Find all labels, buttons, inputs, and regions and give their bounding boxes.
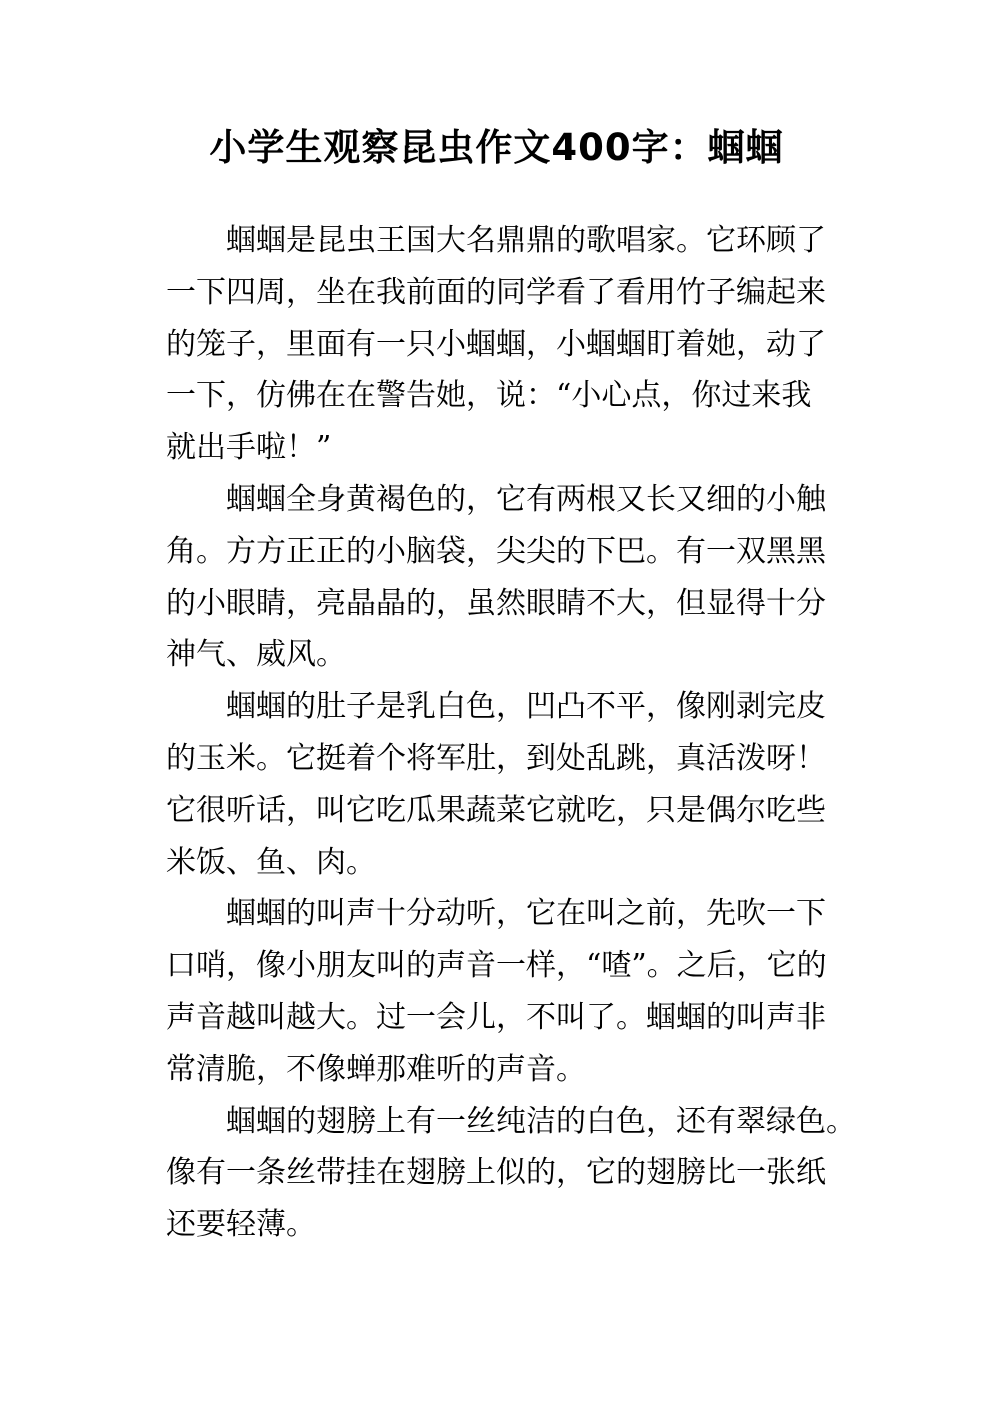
paragraph-5 bbox=[166, 1096, 856, 1251]
paragraph-line: 常清脆，不像蝉那难听的声音。 bbox=[166, 1051, 586, 1087]
paragraph-line: 一下四周，坐在我前面的同学看了看用竹子编起来 bbox=[166, 274, 826, 310]
paragraph-line: 还要轻薄。 bbox=[166, 1207, 316, 1243]
paragraph-line: 的笼子，里面有一只小蝈蝈，小蝈蝈盯着她，动了 bbox=[166, 326, 826, 362]
paragraph-2 bbox=[166, 474, 831, 681]
paragraph-line: 蝈蝈全身黄褐色的，它有两根又长又细的小触 bbox=[226, 481, 826, 517]
paragraph-line: 蝈蝈的翅膀上有一丝纯洁的白色，还有翠绿色。 bbox=[226, 1103, 856, 1139]
paragraph-line: 的玉米。它挺着个将军肚，到处乱跳，真活泼呀！ bbox=[166, 740, 826, 776]
paragraph-line: 像有一条丝带挂在翅膀上似的，它的翅膀比一张纸 bbox=[166, 1155, 826, 1191]
document-body bbox=[166, 215, 856, 1251]
paragraph-4 bbox=[166, 888, 831, 1095]
paragraph-line: 神气、威风。 bbox=[166, 637, 346, 673]
paragraph-3 bbox=[166, 681, 831, 888]
paragraph-line: 一下，仿佛在在警告她，说：“小心点，你过来我 bbox=[166, 378, 812, 414]
paragraph-line: 的小眼睛，亮晶晶的，虽然眼睛不大，但显得十分 bbox=[166, 585, 826, 621]
paragraph-line: 蝈蝈是昆虫王国大名鼎鼎的歌唱家。它环顾了 bbox=[226, 223, 826, 258]
paragraph-line: 角。方方正正的小脑袋，尖尖的下巴。有一双黑黑 bbox=[166, 533, 826, 569]
paragraph-line: 它很听话，叫它吃瓜果蔬菜它就吃，只是偶尔吃些 bbox=[166, 792, 826, 828]
paragraph-line: 米饭、鱼、肉。 bbox=[166, 844, 376, 880]
paragraph-line: 口哨，像小朋友叫的声音一样，“喳”。之后，它的 bbox=[166, 948, 827, 984]
paragraph-line: 蝈蝈的叫声十分动听，它在叫之前，先吹一下 bbox=[226, 896, 826, 932]
document-title: 小学生观察昆虫作文400字：蝈蝈 bbox=[209, 126, 784, 169]
paragraph-line: 蝈蝈的肚子是乳白色，凹凸不平，像刚剥完皮 bbox=[226, 689, 826, 725]
paragraph-1 bbox=[166, 215, 831, 474]
paragraph-line: 声音越叫越大。过一会儿，不叫了。蝈蝈的叫声非 bbox=[166, 999, 826, 1035]
paragraph-line: 就出手啦！” bbox=[166, 430, 332, 466]
